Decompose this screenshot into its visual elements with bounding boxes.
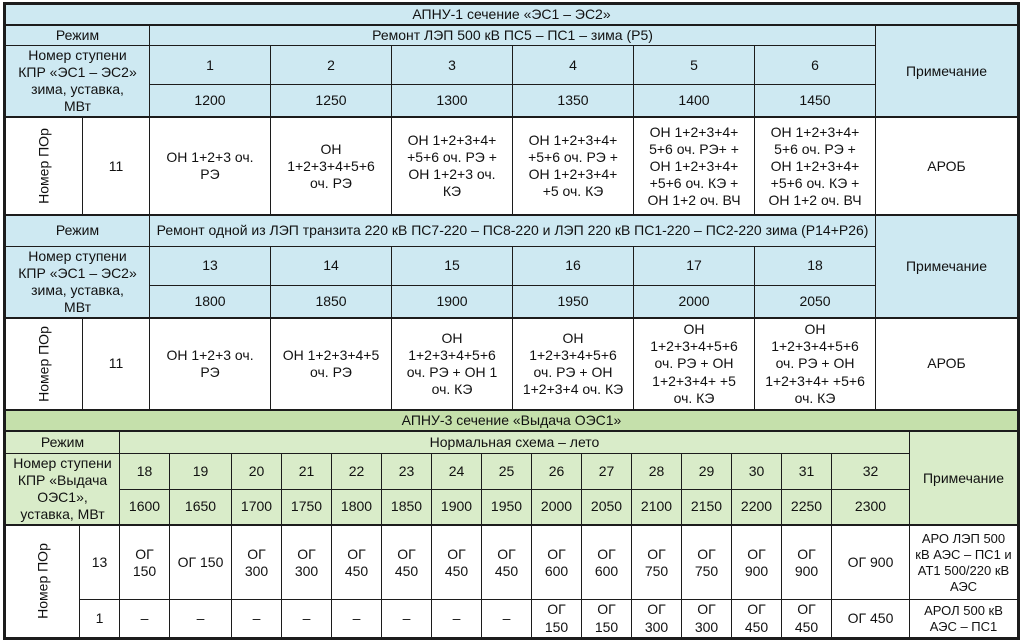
- setpoint-cell: 1700: [232, 489, 282, 525]
- step-cell: 17: [634, 246, 755, 285]
- og-cell: –: [332, 600, 382, 637]
- note-cell: АРОБ: [876, 318, 1018, 409]
- step-cell: 21: [282, 453, 332, 489]
- action-cell: ОН 1+2+3+4+ +5+6 оч. РЭ + ОН 1+2+3+4+ +5 оч. КЭ: [513, 117, 634, 214]
- action-cell: ОН 1+2+3+4+5+6 оч. РЭ: [271, 117, 392, 214]
- section2-table: [5, 215, 1018, 410]
- step-cell: 2: [271, 46, 392, 85]
- por-number: 11: [83, 318, 150, 409]
- og-cell: ОГ 300: [682, 600, 732, 637]
- step-cell: 4: [513, 46, 634, 85]
- og-cell: ОГ 600: [582, 525, 632, 600]
- section1-title: АПНУ-1 сечение «ЭС1 – ЭС2»: [6, 5, 1018, 26]
- section2-por-label: [6, 318, 83, 409]
- note-cell: АРОБ: [876, 117, 1018, 214]
- section3-por-label: [6, 525, 80, 637]
- step-cell: 22: [332, 453, 382, 489]
- step-cell: 29: [682, 453, 732, 489]
- section2-mode-label: Режим: [6, 215, 150, 246]
- og-cell: ОГ 750: [682, 525, 732, 600]
- og-cell: –: [232, 600, 282, 637]
- section1-mode-label: Режим: [6, 25, 150, 46]
- step-cell: 32: [832, 453, 910, 489]
- setpoint-cell: 1950: [482, 489, 532, 525]
- por-label-text: Номер ПОр: [33, 543, 50, 620]
- setpoint-cell: 1800: [332, 489, 382, 525]
- setpoint-cell: 1600: [120, 489, 170, 525]
- og-cell: ОГ 450: [332, 525, 382, 600]
- setpoint-cell: 2050: [582, 489, 632, 525]
- step-cell: 14: [271, 246, 392, 285]
- og-cell: ОГ 450: [732, 600, 782, 637]
- og-cell: ОГ 900: [732, 525, 782, 600]
- step-cell: 24: [432, 453, 482, 489]
- action-cell: ОН 1+2+3+4+5+6 оч. РЭ + ОН 1+2+3+4+ +5+6 оч. КЭ: [755, 318, 876, 409]
- step-cell: 3: [392, 46, 513, 85]
- section3-table: [5, 410, 1018, 638]
- og-cell: ОГ 750: [632, 525, 682, 600]
- og-cell: ОГ 300: [632, 600, 682, 637]
- action-cell: ОН 1+2+3+4+ +5+6 оч. РЭ + ОН 1+2+3 оч. КЭ: [392, 117, 513, 214]
- step-cell: 18: [120, 453, 170, 489]
- og-cell: ОГ 150: [120, 525, 170, 600]
- por-label-text: Номер ПОр: [35, 326, 52, 402]
- por-number: 13: [80, 525, 120, 600]
- action-cell: ОН 1+2+3 оч. РЭ: [150, 117, 271, 214]
- note-cell: АРО ЛЭП 500 кВ АЭС – ПС1 и АТ1 500/220 кВ АЭС: [910, 525, 1018, 600]
- step-cell: 15: [392, 246, 513, 285]
- og-cell: ОГ 450: [782, 600, 832, 637]
- og-cell: ОГ 150: [532, 600, 582, 637]
- action-cell: ОН 1+2+3+4+5 оч. РЭ: [271, 318, 392, 409]
- step-cell: 19: [170, 453, 232, 489]
- og-cell: –: [170, 600, 232, 637]
- step-cell: 30: [732, 453, 782, 489]
- og-cell: ОГ 900: [782, 525, 832, 600]
- og-cell: ОГ 150: [582, 600, 632, 637]
- section2-mode-value: Ремонт одной из ЛЭП транзита 220 кВ ПС7-220 – ПС8-220 и ЛЭП 220 кВ ПС1-220 – ПС2-220 зима (Р14+Р26): [150, 215, 876, 246]
- setpoint-cell: 1300: [392, 85, 513, 118]
- action-cell: ОН 1+2+3 оч. РЭ: [150, 318, 271, 409]
- section1-note-header: Примечание: [876, 25, 1018, 117]
- og-cell: ОГ 150: [170, 525, 232, 600]
- setpoint-cell: 1450: [755, 85, 876, 118]
- por-number: 1: [80, 600, 120, 637]
- setpoint-cell: 1350: [513, 85, 634, 118]
- setpoint-cell: 1850: [271, 285, 392, 318]
- step-cell: 18: [755, 246, 876, 285]
- action-cell: ОН 1+2+3+4+ 5+6 оч. РЭ+ + ОН 1+2+3+4+ +5+6 оч. КЭ + ОН 1+2 оч. ВЧ: [634, 117, 755, 214]
- action-cell: ОН 1+2+3+4+5+6 оч. РЭ + ОН 1 оч. КЭ: [392, 318, 513, 409]
- por-label-text: Номер ПОр: [35, 128, 52, 205]
- step-cell: 20: [232, 453, 282, 489]
- step-cell: 5: [634, 46, 755, 85]
- og-cell: ОГ 450: [832, 600, 910, 637]
- step-cell: 26: [532, 453, 582, 489]
- setpoint-cell: 1200: [150, 85, 271, 118]
- setpoint-cell: 2050: [755, 285, 876, 318]
- note-cell: АРОЛ 500 кВ АЭС – ПС1: [910, 600, 1018, 637]
- action-cell: ОН 1+2+3+4+5+6 оч. РЭ + ОН 1+2+3+4+ +5 оч. КЭ: [634, 318, 755, 409]
- setpoint-cell: 2300: [832, 489, 910, 525]
- og-cell: ОГ 450: [482, 525, 532, 600]
- og-cell: ОГ 300: [232, 525, 282, 600]
- section1-table: [5, 4, 1018, 215]
- setpoint-cell: 1850: [382, 489, 432, 525]
- step-cell: 28: [632, 453, 682, 489]
- action-cell: ОН 1+2+3+4+ 5+6 оч. РЭ + ОН 1+2+3+4+ +5+6 оч. КЭ + ОН 1+2 оч. ВЧ: [755, 117, 876, 214]
- setpoint-cell: 2250: [782, 489, 832, 525]
- step-cell: 23: [382, 453, 432, 489]
- setpoint-cell: 2000: [532, 489, 582, 525]
- og-cell: ОГ 300: [282, 525, 332, 600]
- setpoint-cell: 2100: [632, 489, 682, 525]
- og-cell: ОГ 450: [382, 525, 432, 600]
- setpoint-cell: 2000: [634, 285, 755, 318]
- step-cell: 13: [150, 246, 271, 285]
- section1-step-header: Номер ступени КПР «ЭС1 – ЭС2» зима, уставка, МВт: [6, 46, 150, 118]
- step-cell: 6: [755, 46, 876, 85]
- og-cell: ОГ 450: [432, 525, 482, 600]
- section3-mode-label: Режим: [6, 431, 120, 453]
- apnu-settings-table: [3, 2, 1020, 640]
- og-cell: –: [482, 600, 532, 637]
- og-cell: –: [432, 600, 482, 637]
- step-cell: 27: [582, 453, 632, 489]
- og-cell: ОГ 600: [532, 525, 582, 600]
- step-cell: 1: [150, 46, 271, 85]
- setpoint-cell: 1800: [150, 285, 271, 318]
- section3-note-header: Примечание: [910, 431, 1018, 525]
- section1-mode-value: Ремонт ЛЭП 500 кВ ПС5 – ПС1 – зима (Р5): [150, 25, 876, 46]
- setpoint-cell: 1250: [271, 85, 392, 118]
- step-cell: 25: [482, 453, 532, 489]
- setpoint-cell: 1950: [513, 285, 634, 318]
- setpoint-cell: 1650: [170, 489, 232, 525]
- section3-title: АПНУ-3 сечение «Выдача ОЭС1»: [6, 410, 1018, 431]
- setpoint-cell: 1400: [634, 85, 755, 118]
- setpoint-cell: 1750: [282, 489, 332, 525]
- setpoint-cell: 1900: [432, 489, 482, 525]
- por-number: 11: [83, 117, 150, 214]
- og-cell: –: [120, 600, 170, 637]
- section2-note-header: Примечание: [876, 215, 1018, 318]
- setpoint-cell: 1900: [392, 285, 513, 318]
- section1-por-label: [6, 117, 83, 214]
- og-cell: –: [382, 600, 432, 637]
- section3-step-header: Номер ступени КПР «Выдача ОЭС1», уставка, МВт: [6, 453, 120, 525]
- section3-mode-value: Нормальная схема – лето: [120, 431, 910, 453]
- og-cell: –: [282, 600, 332, 637]
- setpoint-cell: 2150: [682, 489, 732, 525]
- setpoint-cell: 2200: [732, 489, 782, 525]
- og-cell: ОГ 900: [832, 525, 910, 600]
- action-cell: ОН 1+2+3+4+5+6 оч. РЭ + ОН 1+2+3+4 оч. КЭ: [513, 318, 634, 409]
- step-cell: 16: [513, 246, 634, 285]
- section2-step-header: Номер ступени КПР «ЭС1 – ЭС2» зима, уставка, МВт: [6, 246, 150, 318]
- step-cell: 31: [782, 453, 832, 489]
